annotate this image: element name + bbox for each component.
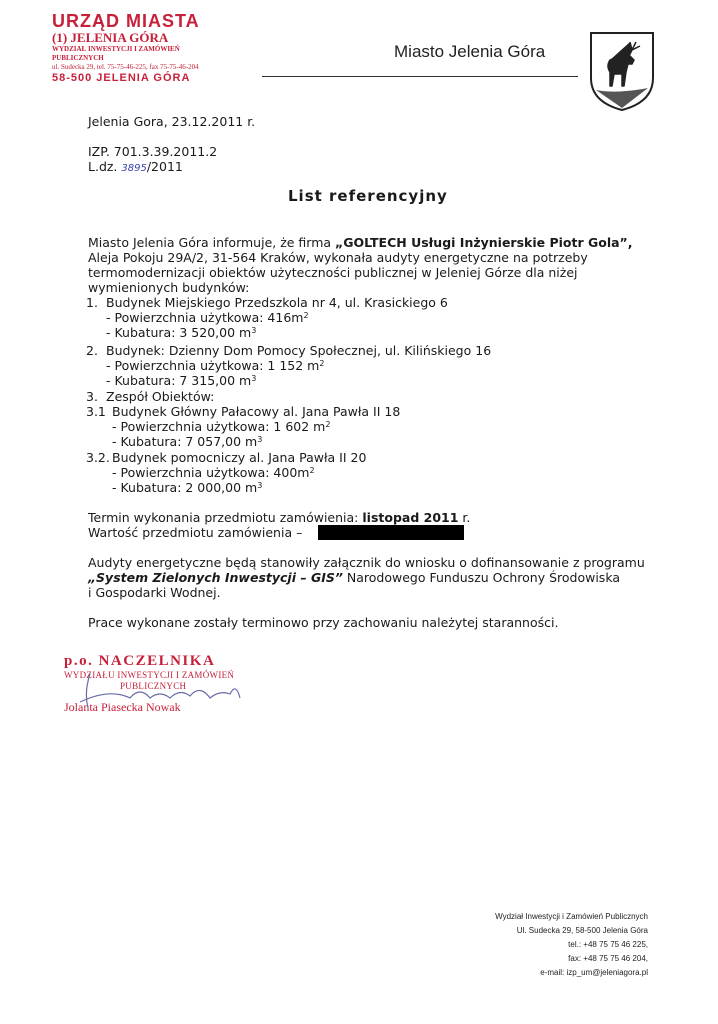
place-date: Jelenia Gora, 23.12.2011 r. xyxy=(88,114,256,129)
item-3-1-number: 3.1 xyxy=(86,404,106,419)
item-2-volume xyxy=(106,373,256,388)
superscript: 2 xyxy=(303,311,309,320)
item-area-text: - Powierzchnia użytkowa: 1 152 m xyxy=(106,358,320,373)
item-3-number: 3. xyxy=(86,389,98,404)
footer-email: e-mail: izp_um@jeleniagora.pl xyxy=(540,968,648,977)
item-volume-text: - Kubatura: 7 057,00 m xyxy=(112,434,258,449)
superscript: 3 xyxy=(257,435,263,444)
item-3-2-name: Budynek pomocniczy al. Jana Pawła II 20 xyxy=(112,450,367,465)
intro-text: Miasto Jelenia Góra informuje, że firma xyxy=(88,235,336,250)
item-3-1-name: Budynek Główny Pałacowy al. Jana Pawła II 18 xyxy=(112,404,401,419)
superscript: 3 xyxy=(251,326,257,335)
company-name: „GOLTECH Usługi Inżynierskie Piotr Gola”, xyxy=(335,235,633,250)
superscript: 3 xyxy=(257,481,263,490)
item-1-number: 1. xyxy=(86,295,98,310)
item-area-text: - Powierzchnia użytkowa: 1 602 m xyxy=(112,419,326,434)
office-stamp xyxy=(52,12,232,85)
letter-title: List referencyjny xyxy=(288,187,448,205)
ldz-number xyxy=(88,159,183,176)
item-3-2-area xyxy=(112,465,315,480)
reference-number: IZP. 701.3.39.2011.2 xyxy=(88,144,218,159)
intro-paragraph xyxy=(88,235,648,295)
fund-name: Narodowego Funduszu Ochrony Środowiska xyxy=(342,570,621,585)
item-volume-text: - Kubatura: 7 315,00 m xyxy=(106,373,252,388)
signature-line-2: WYDZIAŁU INWESTYCJI I ZAMÓWIEŃ xyxy=(64,670,235,680)
signature-name: Jolanta Piasecka Nowak xyxy=(64,700,181,714)
redaction-bar xyxy=(318,525,464,540)
stamp-line-3: WYDZIAŁ INWESTYCJI I ZAMÓWIEŃ PUBLICZNYCH xyxy=(52,45,180,62)
stamp-line-1: URZĄD MIASTA xyxy=(52,11,200,31)
footer-contact xyxy=(495,910,648,980)
ldz-prefix: L.dz. xyxy=(88,159,122,174)
item-area-text: - Powierzchnia użytkowa: 416m xyxy=(106,310,304,325)
closing-sentence: Prace wykonane zostały terminowo przy zachowaniu należytej staranności. xyxy=(88,615,559,630)
stamp-line-5: 58-500 JELENIA GÓRA xyxy=(52,72,191,84)
ldz-suffix: /2011 xyxy=(146,159,183,174)
stamp-line-2: (1) JELENIA GÓRA xyxy=(52,30,169,45)
item-3-2-volume xyxy=(112,480,262,495)
item-1-area xyxy=(106,310,309,325)
footer-phone: tel.: +48 75 75 46 225, xyxy=(568,940,648,949)
value-label: Wartość przedmiotu zamówienia – xyxy=(88,525,303,540)
term-suffix: r. xyxy=(458,510,471,525)
header-rule xyxy=(262,76,578,77)
superscript: 3 xyxy=(251,374,257,383)
item-3-1-volume xyxy=(112,434,262,449)
intro-line-3: termomodernizacji obiektów użyteczności publicznej w Jeleniej Górze dla niżej xyxy=(88,265,578,280)
item-3-name: Zespół Obiektów: xyxy=(106,389,215,404)
footer-fax: fax: +48 75 75 46 204, xyxy=(568,954,648,963)
deer-coat-of-arms-icon xyxy=(588,30,656,112)
intro-line-2: Aleja Pokoju 29A/2, 31-564 Kraków, wykonała audyty energetyczne na potrzeby xyxy=(88,250,588,265)
signature-line-3: PUBLICZNYCH xyxy=(120,681,187,691)
handwritten-signature xyxy=(70,668,250,718)
intro-line-4: wymienionych budynków: xyxy=(88,280,250,295)
footer-department: Wydział Inwestycji i Zamówień Publicznych xyxy=(495,912,648,921)
audits-line-2 xyxy=(88,570,620,585)
item-1-name: Budynek Miejskiego Przedszkola nr 4, ul. Krasickiego 6 xyxy=(106,295,448,310)
footer-address: Ul. Sudecka 29, 58-500 Jelenia Góra xyxy=(516,926,648,935)
item-3-1-area xyxy=(112,419,330,434)
signature-line-1: p.o. NACZELNIKA xyxy=(64,653,216,669)
item-volume-text: - Kubatura: 3 520,00 m xyxy=(106,325,252,340)
audits-line-3: i Gospodarki Wodnej. xyxy=(88,585,221,600)
term-line xyxy=(88,510,470,525)
term-label: Termin wykonania przedmiotu zamówienia: xyxy=(88,510,363,525)
stamp-line-4: ul. Sudecka 29, tel. 75-75-46-225, fax 75-75-46-204 xyxy=(52,63,199,71)
item-1-volume xyxy=(106,325,256,340)
superscript: 2 xyxy=(319,359,325,368)
program-name: „System Zielonych Inwestycji – GIS” xyxy=(88,570,343,585)
term-value: listopad 2011 xyxy=(362,510,459,525)
ldz-handwritten: 3895 xyxy=(121,163,147,174)
city-name: Miasto Jelenia Góra xyxy=(394,42,546,61)
superscript: 2 xyxy=(325,420,331,429)
intro-line-1 xyxy=(88,235,648,250)
item-volume-text: - Kubatura: 2 000,00 m xyxy=(112,480,258,495)
superscript: 2 xyxy=(309,466,315,475)
item-2-name: Budynek: Dzienny Dom Pomocy Społecznej, ul. Kilińskiego 16 xyxy=(106,343,492,358)
item-2-area xyxy=(106,358,324,373)
item-area-text: - Powierzchnia użytkowa: 400m xyxy=(112,465,310,480)
item-3-2-number: 3.2. xyxy=(86,450,110,465)
item-2-number: 2. xyxy=(86,343,98,358)
audits-line-1: Audyty energetyczne będą stanowiły załącznik do wniosku o dofinansowanie z programu xyxy=(88,555,645,570)
